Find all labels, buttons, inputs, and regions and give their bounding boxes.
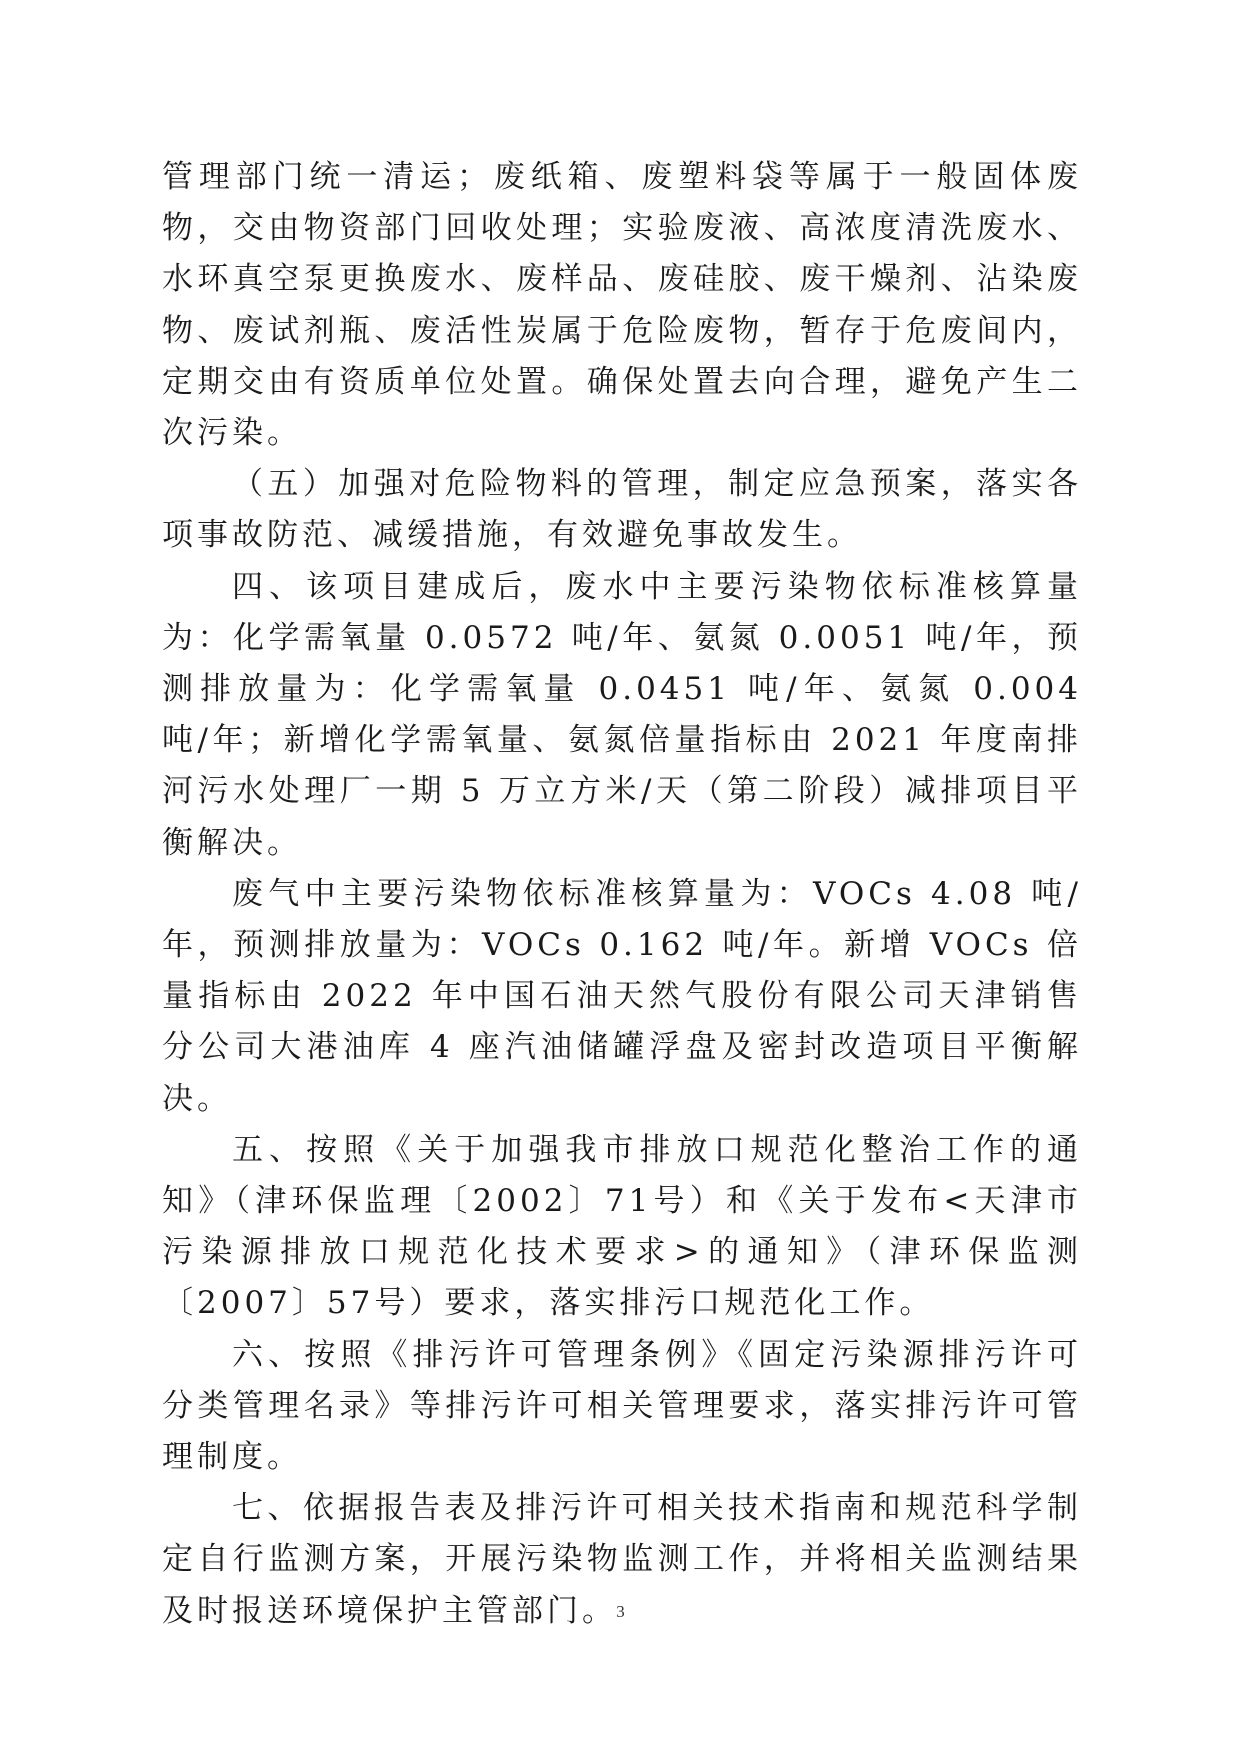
paragraph-item-five-hazardous-materials: （五）加强对危险物料的管理，制定应急预案，落实各项事故防范、减缓措施，有效避免事故发生。 <box>162 466 1082 554</box>
page-number: 3 <box>616 1602 625 1621</box>
paragraph-waste-gas-vocs: 废气中主要污染物依标准核算量为：VOCs 4.08 吨/年，预测排放量为：VOCs 0.162 吨/年。新增 VOCs 倍量指标由 2022 年中国石油天然气股份有限公司天津销售分公司大港油库 4 座汽油储罐浮盘及密封改造项目平衡解决。 <box>162 875 1082 1117</box>
paragraph-continued-waste-disposal: 管理部门统一清运；废纸箱、废塑料袋等属于一般固体废物，交由物资部门回收处理；实验废液、高浓度清洗废水、水环真空泵更换废水、废样品、废硅胶、废干燥剂、沾染废物、废试剂瓶、废活性炭属于危险废物，暂存于危废间内，定期交由有资质单位处置。确保处置去向合理，避免产生二次污染。 <box>162 159 1082 452</box>
paragraph-section-four-wastewater: 四、该项目建成后，废水中主要污染物依标准核算量为：化学需氧量 0.0572 吨/年、氨氮 0.0051 吨/年，预测排放量为：化学需氧量 0.0451 吨/年、氨氮 0.004 吨/年；新增化学需氧量、氨氮倍量指标由 2021 年度南排河污水处理厂一期 5 万立方米/天（第二阶段）减排项目平衡解决。 <box>162 568 1082 861</box>
paragraph-section-six-permit-management: 六、按照《排污许可管理条例》《固定污染源排污许可分类管理名录》等排污许可相关管理要求，落实排污许可管理制度。 <box>162 1336 1082 1476</box>
document-body <box>162 152 1082 1637</box>
paragraph-section-five-outlet-standardization: 五、按照《关于加强我市排放口规范化整治工作的通知》（津环保监理〔2002〕71号）和《关于发布<天津市污染源排放口规范化技术要求>的通知》（津环保监测〔2007〕57号）要求，落实排污口规范化工作。 <box>162 1131 1082 1322</box>
paragraph-section-seven-monitoring: 七、依据报告表及排污许可相关技术指南和规范科学制定自行监测方案，开展污染物监测工作，并将相关监测结果及时报送环境保护主管部门。 <box>162 1490 1082 1629</box>
